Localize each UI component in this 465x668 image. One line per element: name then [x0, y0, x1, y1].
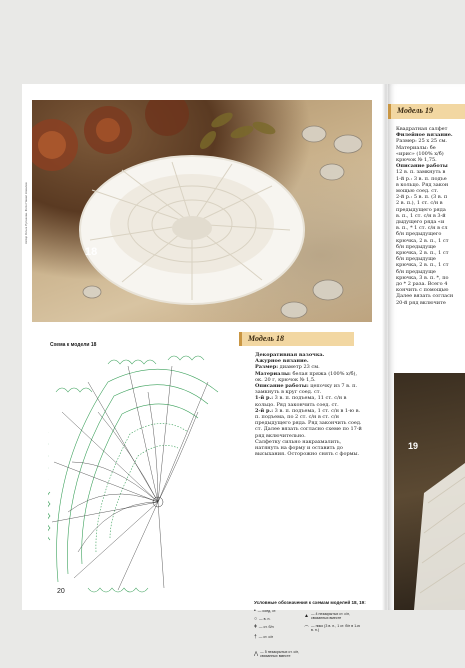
description-label: Описание работы: [255, 383, 309, 390]
legend-item [254, 650, 312, 658]
legend-label: — пико (3 в. п., 1 ст. б/н в 1-ю в. п.) [311, 624, 361, 632]
legend-title: Условные обозначения к схемам моделей 18, 19: [254, 600, 366, 605]
legend-symbol-icon: ⌒ [304, 625, 310, 632]
model-19-line: «ирис» (100% х/б) [396, 150, 444, 157]
description-paragraph [255, 408, 366, 439]
model-19-line: крючка, 2 в. п., 1 ст [396, 237, 449, 244]
description-label: Материалы: [255, 370, 291, 377]
model-19-title: Модель 19 [397, 106, 433, 115]
legend-symbol-icon: ▲ [304, 613, 309, 619]
model-19-line: в кольцо. Ряд закон [396, 181, 449, 188]
model-18-header [239, 332, 354, 346]
model-19-line: кончить с помощью [396, 287, 449, 294]
model-18-description [255, 352, 366, 457]
model-19-line: 20-й ряд включите [396, 299, 446, 306]
model-19-header [388, 104, 465, 119]
model-19-photo [394, 373, 465, 610]
model-19-line: б/н предыдущего [396, 231, 442, 238]
legend-item [304, 624, 362, 632]
model-19-line: крючка, 3 в. п. *, по [396, 274, 449, 281]
magazine-spread [22, 84, 465, 658]
description-paragraph [255, 395, 366, 407]
model-19-line: Далее вязать согласн [396, 293, 454, 300]
description-paragraph [255, 371, 366, 383]
model-19-line: 2-й р.: 5 в. п. (3 в. п [396, 194, 448, 201]
description-text: Салфетку сильно накрахмалить, натянуть на форму и оставить до высыхания. Осторожно снять с формы. [255, 438, 360, 458]
description-label: 1-й р.: [255, 395, 274, 402]
description-label: 2-й р.: [255, 407, 274, 414]
model-19-line: Описание работы [396, 163, 448, 170]
crochet-scheme [48, 352, 238, 597]
photo-credit: Автор Ольга Русакова. Фото Павел Ковалев [24, 182, 28, 244]
description-label: Декоративная вазочка. [255, 352, 325, 358]
legend-symbol-icon: ⋀ [254, 651, 259, 657]
legend [254, 608, 364, 668]
description-text: белая пряжа (100% х/б), ок. 20 г, крючок № 1,5. [255, 370, 358, 383]
model-19-line: до * 2 раза. Всего 4 [396, 281, 448, 288]
model-19-line: Размер: 25 x 25 см. [396, 138, 447, 145]
square-doily-illustration [394, 373, 465, 610]
right-page [388, 84, 465, 610]
model-19-line: 2 в. п.), 1 ст. с/н в [396, 200, 443, 207]
description-text: цепочку из 7 в. п. замкнуть в круг соед. ст. [255, 383, 358, 396]
legend-symbol-icon: • [254, 608, 256, 614]
model-19-description [396, 126, 465, 306]
legend-item [254, 634, 312, 640]
model-19-line: б/н предыдуще [396, 268, 436, 275]
model-19-line: в. п., 1 ст. с/н в 3-й [396, 212, 446, 219]
model-19-line: крючок № 1,75. [396, 157, 437, 164]
legend-symbol-icon: † [254, 634, 257, 640]
scheme-title: Схема к модели 18 [50, 342, 97, 348]
legend-symbol-icon: ○ [254, 616, 258, 622]
legend-label: — 4 незакрытых ст. с/н, связанных вместе [310, 612, 351, 620]
doily-photo [32, 100, 372, 322]
doily-illustration [32, 100, 372, 322]
model-title: Модель 18 [248, 334, 284, 343]
model-19-line: Филейное вязание. [396, 132, 453, 139]
model-19-line: предыдущего ряда [396, 206, 446, 213]
model-19-line: мощью соед. ст. [396, 188, 439, 195]
legend-label: — ст. б/н [258, 625, 274, 629]
legend-item [304, 612, 362, 620]
description-label: Размер: [255, 364, 279, 371]
model-19-line: в. п., * 1 ст. с/н в сл [396, 225, 448, 232]
photo-number: 18 [85, 246, 98, 258]
description-text: 3 в. п. подъема, 1 ст. с/н в 1-ю в. п. подъема, по 2 ст. с/н в ст. с/н предыдущего ряда. Ряд закончить соед. ст. Далее вязать согласно схеме по 17-й ряд включительно. [255, 407, 362, 439]
model-19-line: 1-й р.: 3 в. п. подъе [396, 175, 447, 182]
model-19-line: 12 в. п. замкнуть в [396, 169, 446, 176]
description-label: Ажурное вязание. [255, 358, 309, 365]
legend-symbol-icon: ǂ [254, 624, 257, 630]
model-19-line: б/н предыдуще [396, 243, 436, 250]
legend-label: — соед. ст. [257, 609, 277, 613]
model-19-line: Квадратная салфет [396, 126, 448, 132]
description-paragraph [255, 383, 366, 395]
legend-label: — 5 незакрытых ст. с/н, связанных вместе [260, 650, 300, 658]
photo-19-number: 19 [408, 441, 419, 451]
legend-label: — ст. с/н [258, 635, 274, 639]
description-paragraph [255, 439, 366, 458]
model-19-line: крючка, 2 в. п., 1 ст [396, 250, 449, 257]
model-19-line: б/н предыдуще [396, 256, 436, 263]
page-number: 20 [57, 588, 65, 595]
description-text: 3 в. п. подъема, 11 ст. с/н в кольцо. Ряд закончить соед. ст. [255, 395, 347, 408]
model-19-line: крючка, 2 в. п., 1 ст [396, 262, 449, 269]
model-19-line: Материалы: бе [396, 144, 436, 151]
legend-label: — в. п. [259, 617, 271, 621]
description-text: диаметр 23 см. [278, 364, 320, 371]
left-page [22, 84, 384, 658]
model-19-line: дыдущего ряда «и [396, 219, 445, 226]
